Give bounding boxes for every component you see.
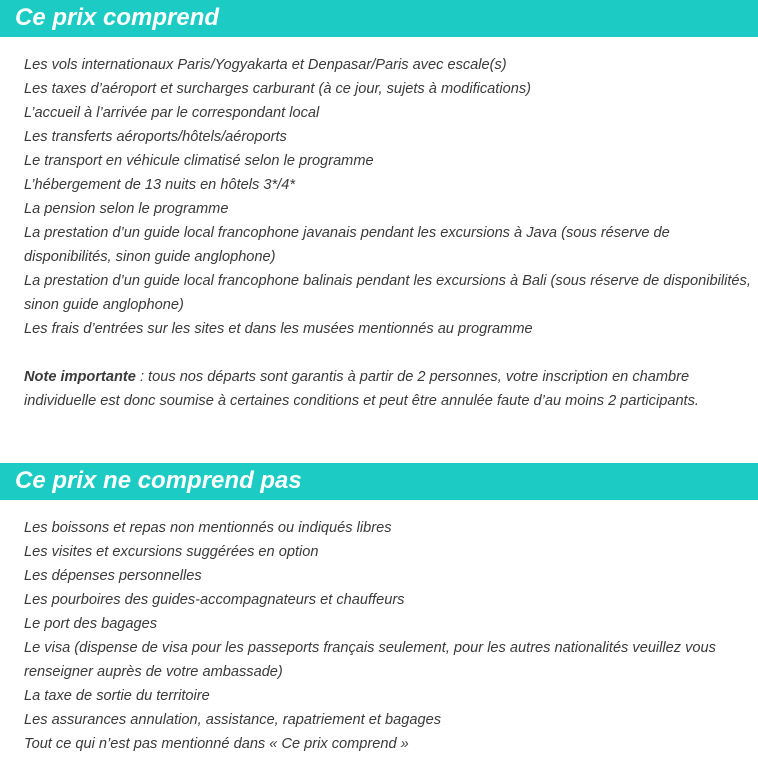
excluded-item-4: Les pourboires des guides-accompagnateurs et chauffeurs — [24, 592, 405, 608]
excluded-item-3: Les dépenses personnelles — [24, 568, 202, 584]
included-item-5: Le transport en véhicule climatisé selon le programme — [24, 153, 374, 169]
excluded-item-5: Le port des bagages — [24, 616, 158, 632]
included-item-7: La pension selon le programme — [24, 201, 229, 217]
included-section — [24, 53, 756, 413]
included-item-2: Les taxes d’aéroport et surcharges carburant (à ce jour, sujets à modifications) — [24, 81, 531, 97]
included-title: Ce prix comprend — [15, 4, 220, 31]
excluded-section — [24, 516, 756, 756]
included-item-8: La prestation d’un guide local francophone javanais pendant les excursions à Java (sous réserve de disponibilités, sinon guide anglophone) — [24, 225, 670, 265]
excluded-header-band — [0, 463, 758, 500]
included-item-6: L’hébergement de 13 nuits en hôtels 3*/4* — [24, 177, 295, 193]
included-item-1: Les vols internationaux Paris/Yogyakarta et Denpasar/Paris avec escale(s) — [24, 57, 507, 73]
excluded-item-2: Les visites et excursions suggérées en option — [24, 544, 319, 560]
important-note-text: : tous nos départs sont garantis à partir de 2 personnes, votre inscription en chambre individuelle est donc soumise à certaines conditions et peut être annulée faute d’au moins 2 participants. — [24, 369, 699, 409]
excluded-title: Ce prix ne comprend pas — [15, 467, 302, 494]
important-note-label: Note importante — [24, 369, 136, 385]
included-item-3: L’accueil à l’arrivée par le correspondant local — [24, 105, 320, 121]
excluded-item-7: La taxe de sortie du territoire — [24, 688, 210, 704]
included-item-9: La prestation d’un guide local francophone balinais pendant les excursions à Bali (sous réserve de disponibilités, sinon guide anglophone) — [24, 273, 751, 313]
excluded-item-9: Tout ce qui n’est pas mentionné dans « Ce prix comprend » — [24, 736, 409, 752]
section-spacer — [24, 341, 756, 365]
included-item-10: Les frais d’entrées sur les sites et dans les musées mentionnés au programme — [24, 321, 533, 337]
excluded-item-8: Les assurances annulation, assistance, rapatriement et bagages — [24, 712, 441, 728]
excluded-item-6: Le visa (dispense de visa pour les passeports français seulement, pour les autres nationalités veuillez vous renseigner auprès de votre ambassade) — [24, 640, 716, 680]
included-item-4: Les transferts aéroports/hôtels/aéroports — [24, 129, 287, 145]
important-note — [24, 365, 756, 413]
included-header-band — [0, 0, 758, 37]
excluded-item-1: Les boissons et repas non mentionnés ou indiqués libres — [24, 520, 392, 536]
